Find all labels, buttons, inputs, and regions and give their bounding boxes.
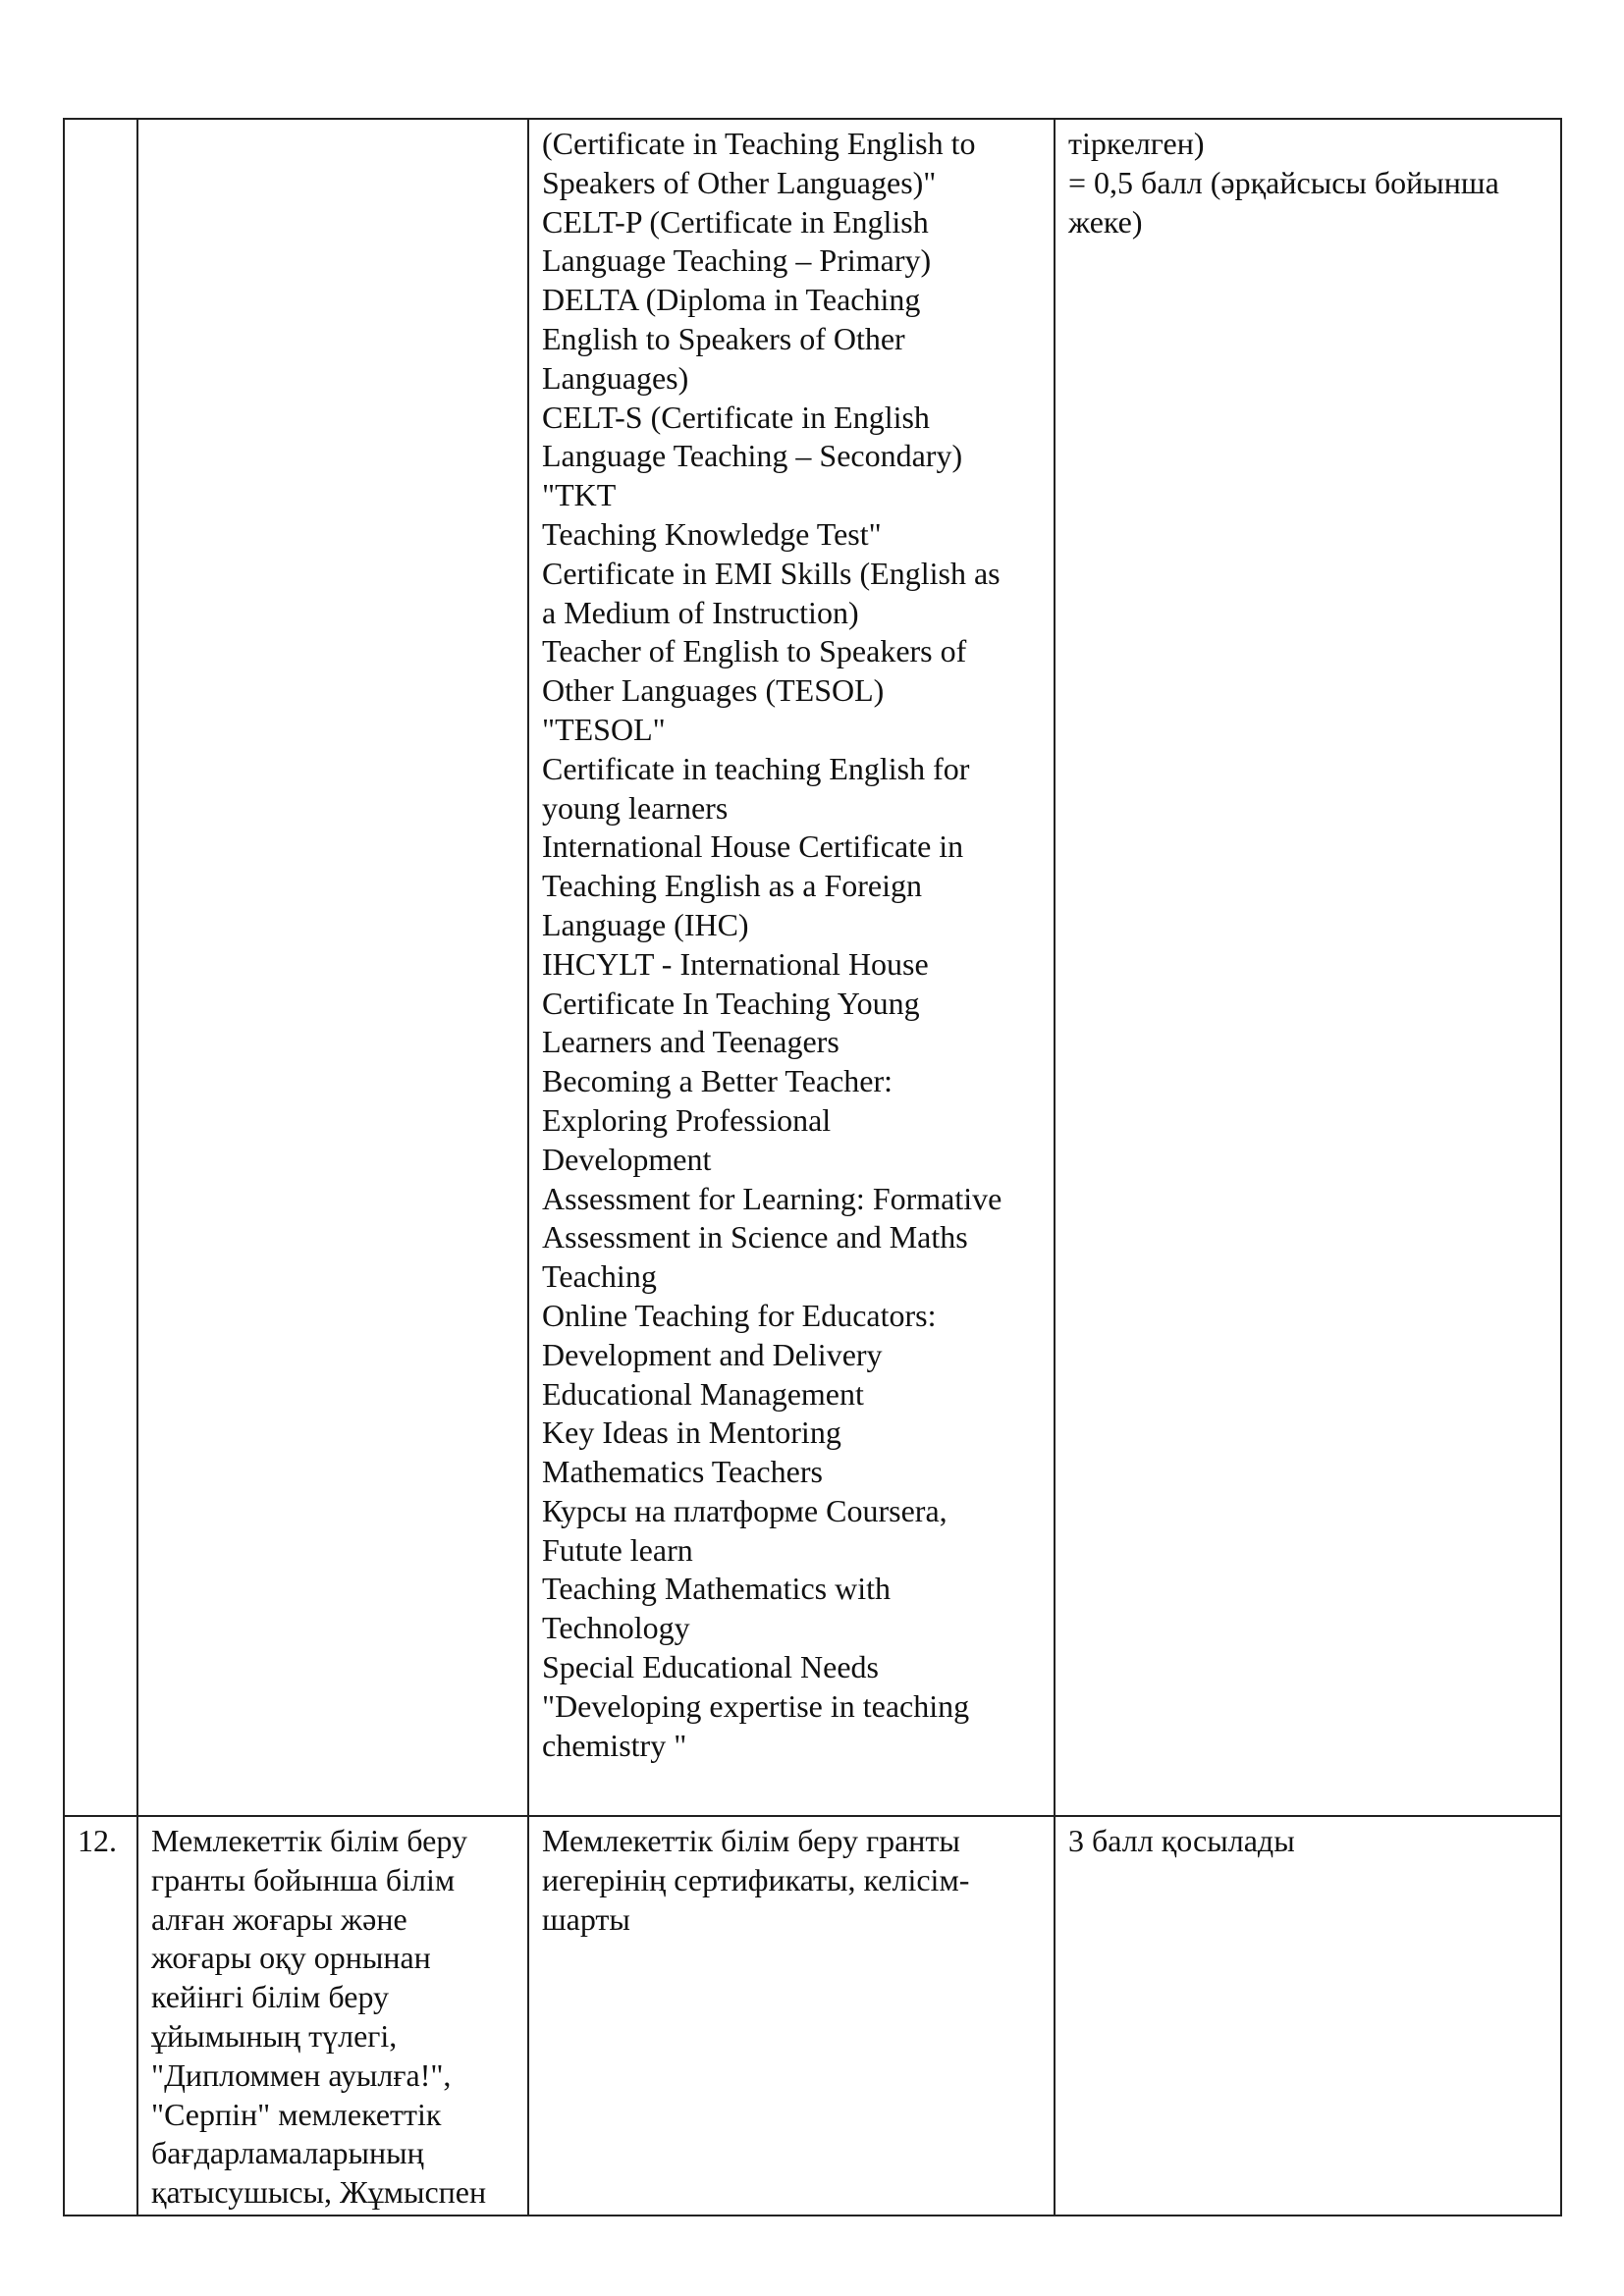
criteria-line: алған жоғары және xyxy=(151,1900,407,1937)
criteria-cell xyxy=(137,119,528,1816)
document-line: IHCYLT - International House xyxy=(542,945,929,982)
document-line: Other Languages (TESOL) xyxy=(542,672,885,709)
document-line: Assessment for Learning: Formative xyxy=(542,1180,1002,1216)
documents-cell xyxy=(528,1816,1055,2216)
document-line: a Medium of Instruction) xyxy=(542,594,859,630)
document-line: Becoming a Better Teacher: xyxy=(542,1063,893,1099)
document-line: Assessment in Science and Maths xyxy=(542,1219,968,1255)
documents-cell xyxy=(528,119,1055,1816)
document-line: chemistry " xyxy=(542,1727,687,1763)
document-line: Language Teaching – Primary) xyxy=(542,242,932,279)
document-line: Language (IHC) xyxy=(542,906,749,942)
document-line: шарты xyxy=(542,1900,630,1937)
criteria-line: жоғары оқу орнынан xyxy=(151,1940,431,1976)
score-line: 3 балл қосылады xyxy=(1068,1823,1295,1858)
document-line: Learners and Teenagers xyxy=(542,1024,839,1060)
row-number: 12. xyxy=(78,1823,117,1858)
row-number-cell xyxy=(64,1816,137,2216)
document-line: Teaching Mathematics with xyxy=(542,1571,891,1607)
document-line: CELT-P (Certificate in English xyxy=(542,203,929,240)
document-line: Teaching Knowledge Test" xyxy=(542,515,882,552)
document-line: Teacher of English to Speakers of xyxy=(542,633,967,669)
criteria-line: ұйымының түлегі, xyxy=(151,2017,398,2054)
criteria-line: "Серпін" мемлекеттік xyxy=(151,2096,442,2132)
document-line: Speakers of Other Languages)" xyxy=(542,164,937,200)
document-line: Language Teaching – Secondary) xyxy=(542,438,963,474)
document-line: Technology xyxy=(542,1610,690,1646)
criteria-line: кейінгі білім беру xyxy=(151,1979,390,2015)
document-line: CELT-S (Certificate in English xyxy=(542,399,930,435)
document-line: Key Ideas in Mentoring xyxy=(542,1415,841,1451)
document-line: Teaching English as a Foreign xyxy=(542,868,922,904)
document-line: International House Certificate in xyxy=(542,828,964,865)
criteria-line: "Дипломмен ауылға!", xyxy=(151,2056,452,2093)
criteria-line: гранты бойынша білім xyxy=(151,1861,456,1897)
document-line: Certificate in EMI Skills (English as xyxy=(542,555,1001,591)
criteria-cell xyxy=(137,1816,528,2216)
document-line: Exploring Professional xyxy=(542,1101,832,1138)
row-number-cell xyxy=(64,119,137,1816)
document-line: Languages) xyxy=(542,359,689,396)
document-line: Development and Delivery xyxy=(542,1336,883,1372)
score-cell xyxy=(1055,1816,1561,2216)
document-line: Special Educational Needs xyxy=(542,1649,879,1685)
document-line: Online Teaching for Educators: xyxy=(542,1297,937,1333)
document-line: Мемлекеттік білім беру гранты xyxy=(542,1823,960,1858)
document-line: Certificate In Teaching Young xyxy=(542,985,920,1021)
document-line: "TESOL" xyxy=(542,711,666,747)
score-line: жеке) xyxy=(1068,203,1143,240)
document-line: English to Speakers of Other xyxy=(542,320,905,356)
table-row-12 xyxy=(64,1816,1561,2216)
score-line: тіркелген) xyxy=(1068,126,1205,161)
document-line: DELTA (Diploma in Teaching xyxy=(542,282,921,318)
criteria-line: бағдарламаларының xyxy=(151,2135,424,2171)
document-line: "Developing expertise in teaching xyxy=(542,1687,970,1724)
table-row-continued xyxy=(64,119,1561,1816)
document-line: Futute learn xyxy=(542,1531,693,1568)
criteria-line: Мемлекеттік білім беру xyxy=(151,1823,467,1858)
document-line: Development xyxy=(542,1141,712,1177)
criteria-table xyxy=(63,118,1562,2216)
document-line: Mathematics Teachers xyxy=(542,1454,823,1490)
criteria-line: қатысушысы, Жұмыспен xyxy=(151,2174,487,2211)
score-cell xyxy=(1055,119,1561,1816)
document-line: "TKT xyxy=(542,477,617,513)
document-line: Educational Management xyxy=(542,1375,864,1412)
score-line: = 0,5 балл (әрқайсысы бойынша xyxy=(1068,164,1499,200)
document-line: (Certificate in Teaching English to xyxy=(542,126,976,161)
document-line: young learners xyxy=(542,789,729,826)
document-line: иегерінің сертификаты, келісім- xyxy=(542,1861,970,1897)
document-line: Teaching xyxy=(542,1258,657,1295)
document-line: Курсы на платформе Coursera, xyxy=(542,1492,947,1528)
document-line: Certificate in teaching English for xyxy=(542,750,970,786)
